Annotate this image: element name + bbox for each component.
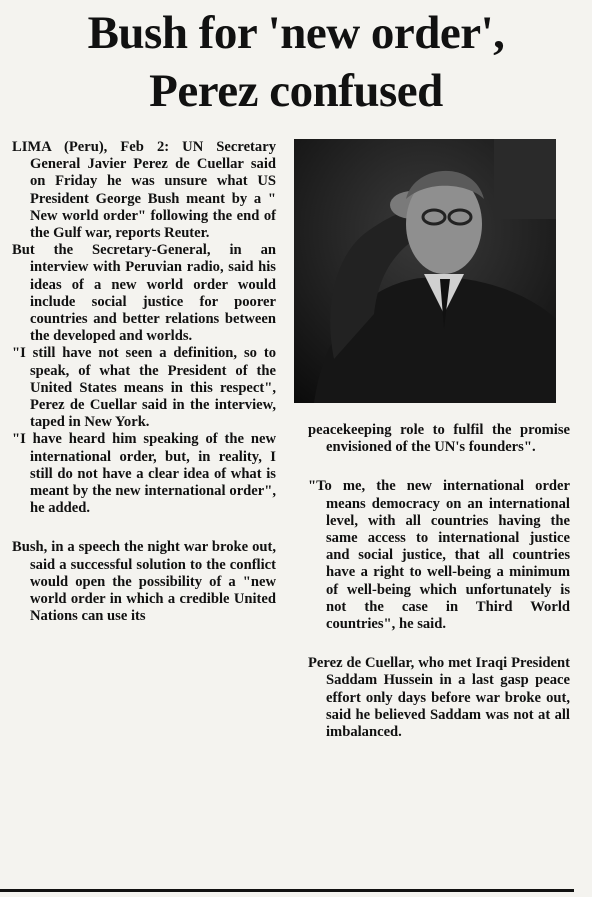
bottom-rule	[0, 889, 574, 892]
headline-line-1: Bush for 'new order',	[87, 7, 505, 59]
article-column-1	[6, 139, 276, 625]
paragraph: "To me, the new international order means democracy on an international level, with all countries having the same access to international justice and social justice, that all countries have a right to well-being a minimum of well-being which unfortunately is not the case in Third World countries", he said.	[308, 478, 570, 633]
news-photo	[294, 139, 556, 403]
paragraph: Bush, in a speech the night war broke out, said a successful solution to the conflict would open the possibility of a "new world order in which a credible United Nations can use its	[12, 539, 276, 625]
person-saluting-photo-icon	[294, 139, 556, 403]
paragraph: "I still have not seen a definition, so to speak, of what the President of the United States means in this respect", Perez de Cuellar said in the interview, taped in New York.	[12, 345, 276, 431]
paragraph: peacekeeping role to fulfil the promise envisioned of the UN's founders".	[308, 422, 570, 456]
headline-line-2: Perez confused	[149, 65, 443, 117]
paragraph: But the Secretary-General, in an interview with Peruvian radio, said his ideas of a new world order would include social justice for poorer countries and better relations between the developed and worlds.	[12, 242, 276, 345]
article-column-2	[302, 422, 570, 741]
paragraph-dateline: LIMA (Peru), Feb 2: UN Secretary General Javier Perez de Cuellar said on Friday he was unsure what US President George Bush meant by a " New world order" following the end of the Gulf war, reports Reuter.	[12, 139, 276, 242]
headline	[0, 4, 592, 120]
paragraph: Perez de Cuellar, who met Iraqi President Saddam Hussein in a last gasp peace effort only days before war broke out, said he believed Saddam was not at all imbalanced.	[308, 655, 570, 741]
paragraph: "I have heard him speaking of the new international order, but, in reality, I still do not have a clear idea of what is meant by the new international order", he added.	[12, 431, 276, 517]
